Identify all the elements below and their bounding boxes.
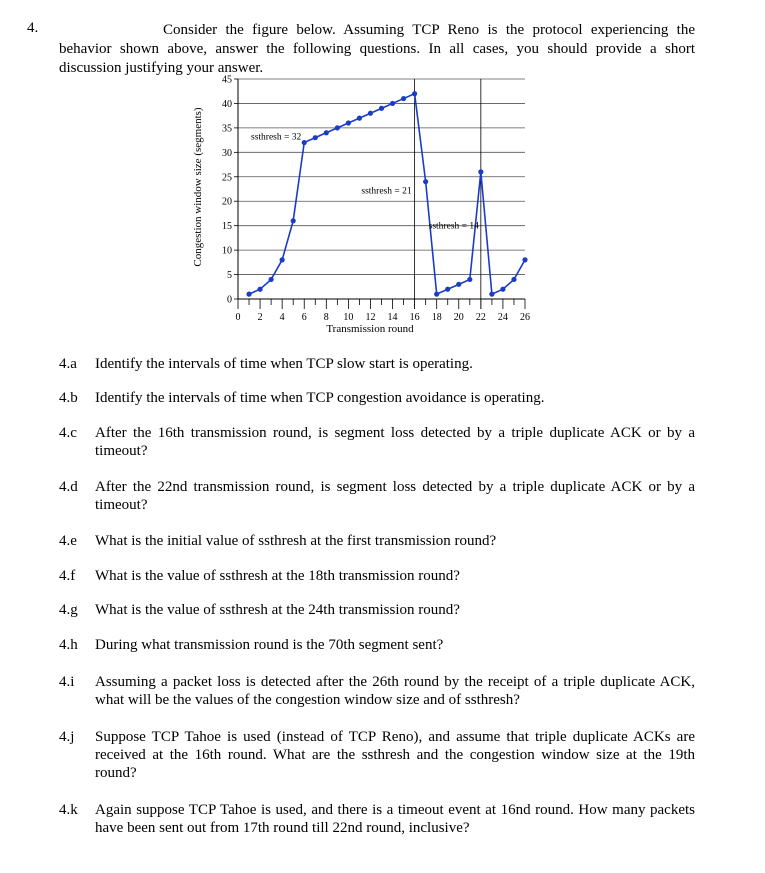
ssthresh-annotation: ssthresh = 32 xyxy=(251,132,302,143)
cwnd-point xyxy=(456,282,461,287)
cwnd-point xyxy=(368,111,373,116)
question-intro xyxy=(59,21,695,78)
question-item-text: Assuming a packet loss is detected after the 26th round by the receipt of a triple duplicate ACK, what will be the values of the congestion window size and of ssthresh? xyxy=(95,674,695,708)
question-intro-text: Consider the figure below. Assuming TCP Reno is the protocol experiencing the behavior shown above, answer the following questions. In all cases, you should provide a short discussion justifying your answer. xyxy=(59,22,695,76)
question-item-text: Suppose TCP Tahoe is used (instead of TCP Reno), and assume that triple duplicate ACKs are received at the 16th round. What are the ssthresh and the congestion window size at the 19th round? xyxy=(95,729,695,781)
x-tick-label: 8 xyxy=(323,312,329,323)
cwnd-point xyxy=(423,179,428,184)
question-item-label: 4.i xyxy=(59,674,75,690)
x-tick-label: 4 xyxy=(279,312,285,323)
question-item-text: Identify the intervals of time when TCP slow start is operating. xyxy=(95,356,473,372)
y-tick-label: 5 xyxy=(227,270,232,282)
question-number: 4. xyxy=(27,20,39,36)
y-tick-label: 20 xyxy=(222,196,232,208)
cwnd-point xyxy=(379,106,384,111)
x-tick-label: 6 xyxy=(301,312,307,323)
question-item-label: 4.e xyxy=(59,533,77,549)
cwnd-point xyxy=(335,125,340,130)
y-tick-label: 45 xyxy=(222,75,232,86)
question-item-label: 4.k xyxy=(59,802,78,818)
question-item-text: During what transmission round is the 70th segment sent? xyxy=(95,637,444,653)
y-tick-label: 15 xyxy=(222,221,232,233)
question-item-text: After the 16th transmission round, is segment loss detected by a triple duplicate ACK or by a timeout? xyxy=(95,425,695,459)
x-tick-label: 2 xyxy=(257,312,263,323)
y-axis-label: Congestion window size (segments) xyxy=(192,107,204,267)
cwnd-point xyxy=(346,120,351,125)
x-tick-label: 24 xyxy=(497,312,508,323)
x-tick-label: 14 xyxy=(387,312,398,323)
y-tick-label: 10 xyxy=(222,245,232,257)
y-tick-label: 35 xyxy=(222,123,232,135)
question-item-text: Again suppose TCP Tahoe is used, and there is a timeout event at 16nd round. How many packets have been sent out from 17th round till 22nd round, inclusive? xyxy=(95,802,695,836)
x-tick-label: 12 xyxy=(365,312,376,323)
question-item-label: 4.b xyxy=(59,390,78,406)
cwnd-point xyxy=(511,277,516,282)
y-tick-label: 30 xyxy=(222,147,232,159)
ssthresh-annotation: ssthresh = 21 xyxy=(361,186,412,197)
cwnd-point xyxy=(522,257,527,262)
cwnd-point xyxy=(390,101,395,106)
question-item-label: 4.f xyxy=(59,568,76,584)
cwnd-point xyxy=(324,130,329,135)
cwnd-point xyxy=(467,277,472,282)
x-tick-label: 0 xyxy=(235,312,241,323)
cwnd-point xyxy=(412,91,417,96)
cwnd-point xyxy=(246,292,251,297)
cwnd-point xyxy=(291,218,296,223)
question-item-text: Identify the intervals of time when TCP congestion avoidance is operating. xyxy=(95,390,545,406)
question-item-text: What is the value of ssthresh at the 18th transmission round? xyxy=(95,568,460,584)
cwnd-point xyxy=(313,135,318,140)
question-item-text: What is the initial value of ssthresh at the first transmission round? xyxy=(95,533,497,549)
cwnd-point xyxy=(500,287,505,292)
y-tick-label: 40 xyxy=(222,98,232,110)
y-tick-label: 0 xyxy=(227,294,232,306)
x-tick-label: 10 xyxy=(343,312,354,323)
question-item-label: 4.g xyxy=(59,602,78,618)
question-item-label: 4.d xyxy=(59,479,78,495)
y-tick-label: 25 xyxy=(222,172,232,184)
question-item-text: After the 22nd transmission round, is segment loss detected by a triple duplicate ACK or by a timeout? xyxy=(95,479,695,513)
question-item-label: 4.c xyxy=(59,425,77,441)
x-axis-label: Transmission round xyxy=(326,323,414,335)
cwnd-point xyxy=(478,169,483,174)
x-tick-label: 16 xyxy=(409,312,420,323)
ssthresh-annotation: ssthresh = 14 xyxy=(428,221,479,232)
cwnd-point xyxy=(280,257,285,262)
cwnd-point xyxy=(401,96,406,101)
chart-annotations xyxy=(251,133,479,232)
cwnd-point xyxy=(489,292,494,297)
question-item-label: 4.h xyxy=(59,637,78,653)
x-tick-label: 22 xyxy=(475,312,486,323)
question-item-label: 4.j xyxy=(59,729,75,745)
cwnd-point xyxy=(357,116,362,121)
cwnd-point xyxy=(445,287,450,292)
x-tick-label: 18 xyxy=(431,312,442,323)
question-item-text: What is the value of ssthresh at the 24th transmission round? xyxy=(95,602,460,618)
cwnd-point xyxy=(302,140,307,145)
x-tick-label: 26 xyxy=(520,312,530,323)
congestion-window-chart xyxy=(180,75,540,340)
cwnd-point xyxy=(257,287,262,292)
question-item-label: 4.a xyxy=(59,356,77,372)
x-tick-label: 20 xyxy=(453,312,464,323)
cwnd-point xyxy=(434,292,439,297)
cwnd-point xyxy=(269,277,274,282)
